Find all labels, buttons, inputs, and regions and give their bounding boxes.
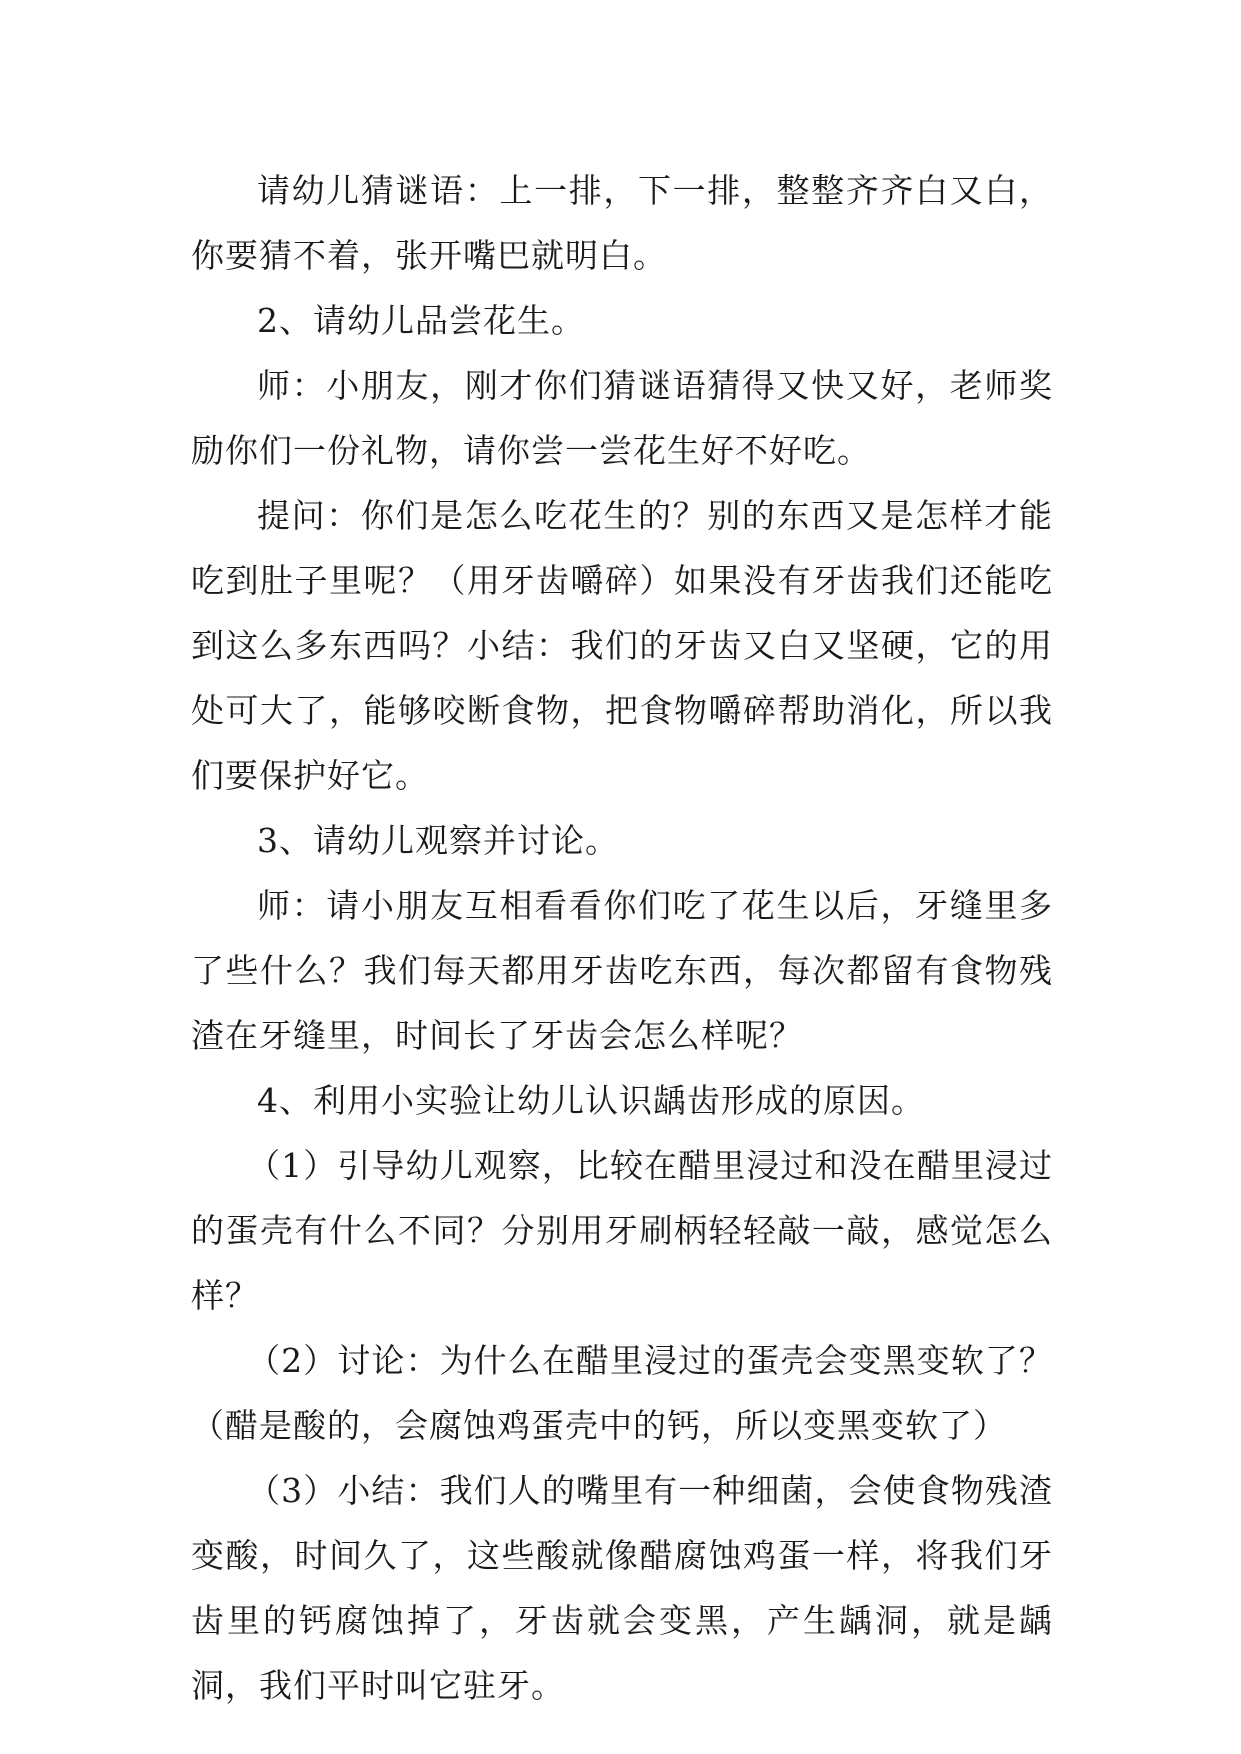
paragraph-substep-1: （1）引导幼儿观察，比较在醋里浸过和没在醋里浸过的蛋壳有什么不同？分别用牙刷柄轻轻敲一敲，感觉怎么样？ [191, 1146, 1053, 1315]
paragraph-substep-2: （2）讨论：为什么在醋里浸过的蛋壳会变黑变软了？（醋是酸的，会腐蚀鸡蛋壳中的钙，所以变黑变软了） [191, 1341, 1053, 1445]
paragraph-step-3-heading: 3、请幼儿观察并讨论。 [257, 821, 619, 860]
paragraph-step-4-heading: 4、利用小实验让幼儿认识龋齿形成的原因。 [257, 1081, 925, 1120]
paragraph-question-summary: 提问：你们是怎么吃花生的？别的东西又是怎样才能吃到肚子里呢？（用牙齿嚼碎）如果没有牙齿我们还能吃到这么多东西吗？小结：我们的牙齿又白又坚硬，它的用处可大了，能够咬断食物，把食物嚼碎帮助消化，所以我们要保护好它。 [191, 496, 1053, 795]
document-body [191, 158, 1053, 1718]
paragraph-teacher-reward: 师：小朋友，刚才你们猜谜语猜得又快又好，老师奖励你们一份礼物，请你尝一尝花生好不好吃。 [191, 366, 1053, 470]
paragraph-step-2-heading: 2、请幼儿品尝花生。 [257, 301, 585, 340]
paragraph-teacher-observe: 师：请小朋友互相看看你们吃了花生以后，牙缝里多了些什么？我们每天都用牙齿吃东西，每次都留有食物残渣在牙缝里，时间长了牙齿会怎么样呢？ [191, 886, 1053, 1055]
paragraph-substep-3: （3）小结：我们人的嘴里有一种细菌，会使食物残渣变酸，时间久了，这些酸就像醋腐蚀鸡蛋一样，将我们牙齿里的钙腐蚀掉了，牙齿就会变黑，产生龋洞，就是龋洞，我们平时叫它驻牙。 [191, 1471, 1053, 1705]
paragraph-riddle: 请幼儿猜谜语：上一排，下一排，整整齐齐白又白，你要猜不着，张开嘴巴就明白。 [191, 171, 1053, 275]
